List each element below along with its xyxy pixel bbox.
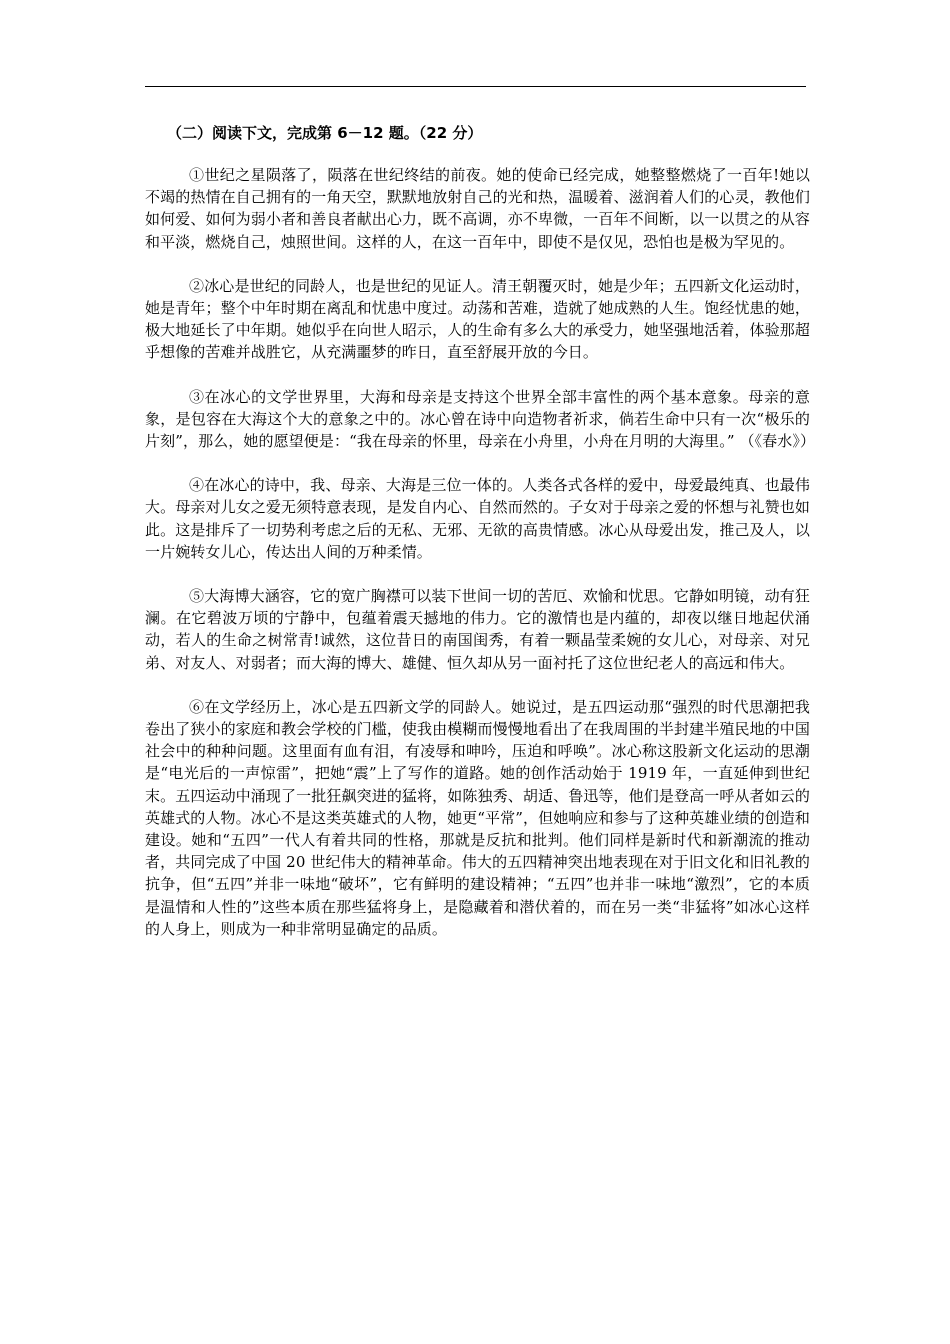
paragraph-5: ⑤大海博大涵容，它的宽广胸襟可以装下世间一切的苦厄、欢愉和忧思。它静如明镜，动有狂澜。在它碧波万顷的宁静中，包蕴着震天撼地的伟力。它的激情也是内蕴的，却夜以继日地起伏涌动，若人的生命之树常青!诚然，这位昔日的南国闺秀，有着一颗晶莹柔婉的女儿心，对母亲、对兄弟、对友人、对弱者；而大海的博大、雄健、恒久却从另一面衬托了这位世纪老人的高远和伟大。 [145,587,810,672]
paragraph-3: ③在冰心的文学世界里，大海和母亲是支持这个世界全部丰富性的两个基本意象。母亲的意象，是包容在大海这个大的意象之中的。冰心曾在诗中向造物者祈求，倘若生命中只有一次“极乐的片刻”，那么，她的愿望便是：“我在母亲的怀里，母亲在小舟里，小舟在月明的大海里。” （《春水》） [145,387,816,451]
paragraph-4: ④在冰心的诗中，我、母亲、大海是三位一体的。人类各式各样的爱中，母爱最纯真、也最伟大。母亲对儿女之爱无须特意表现，是发自内心、自然而然的。子女对于母亲之爱的怀想与礼赞也如此。这是排斥了一切势利考虑之后的无私、无邪、无欲的高贵情感。冰心从母爱出发，推己及人，以一片婉转女儿心，传达出人间的万种柔情。 [145,476,810,561]
paragraph-6: ⑥在文学经历上，冰心是五四新文学的同龄人。她说过，是五四运动那“强烈的时代思潮把我卷出了狭小的家庭和教会学校的门槛，使我由模糊而慢慢地看出了在我周围的半封建半殖民地的中国社会中的种种问题。这里面有血有泪，有凌辱和呻吟，压迫和呼唤”。冰心称这股新文化运动的思潮是“电光后的一声惊雷”，把她“震”上了写作的道路。她的创作活动始于 1919 年，一直延伸到世纪末。五四运动中涌现了一批狂飙突进的猛将，如陈独秀、胡适、鲁迅等，他们是登高一呼从者如云的英雄式的人物。冰心不是这类英雄式的人物，她更“平常”，但她响应和参与了这种英雄业绩的创造和建设。她和“五四”一代人有着共同的性格，那就是反抗和批判。他们同样是新时代和新潮流的推动者，共同完成了中国 20 世纪伟大的精神革命。伟大的五四精神突出地表现在对于旧文化和旧礼教的抗争，但“五四”并非一味地“破坏”，它有鲜明的建设精神；“五四”也并非一味地“激烈”，它的本质是温情和人性的”这些本质在那些猛将身上，是隐藏着和潜伏着的，而在另一类“非猛将”如冰心这样的人身上，则成为一种非常明显确定的品质。 [145,697,810,938]
section-heading: （二）阅读下文，完成第 6－12 题。（22 分） [167,124,483,142]
reading-passage [145,122,816,962]
paragraph-2: ②冰心是世纪的同龄人，也是世纪的见证人。清王朝覆灭时，她是少年；五四新文化运动时，她是青年；整个中年时期在离乱和忧患中度过。动荡和苦难，造就了她成熟的人生。饱经忧患的她，极大地延长了中年期。她似乎在向世人昭示，人的生命有多么大的承受力，她坚强地活着，体验那超乎想像的苦难并战胜它，从充满噩梦的昨日，直至舒展开放的今日。 [145,276,810,362]
top-rule [145,86,806,87]
paragraph-1: ①世纪之星陨落了，陨落在世纪终结的前夜。她的使命已经完成，她整整燃烧了一百年!她以不竭的热情在自己拥有的一角天空，默默地放射自己的光和热，温暖着、滋润着人们的心灵，教他们如何爱、如何为弱小者和善良者献出心力，既不高调，亦不卑微，一百年不间断，以一以贯之的从容和平淡，燃烧自己，烛照世间。这样的人，在这一百年中，即使不是仅见，恐怕也是极为罕见的。 [145,166,810,251]
